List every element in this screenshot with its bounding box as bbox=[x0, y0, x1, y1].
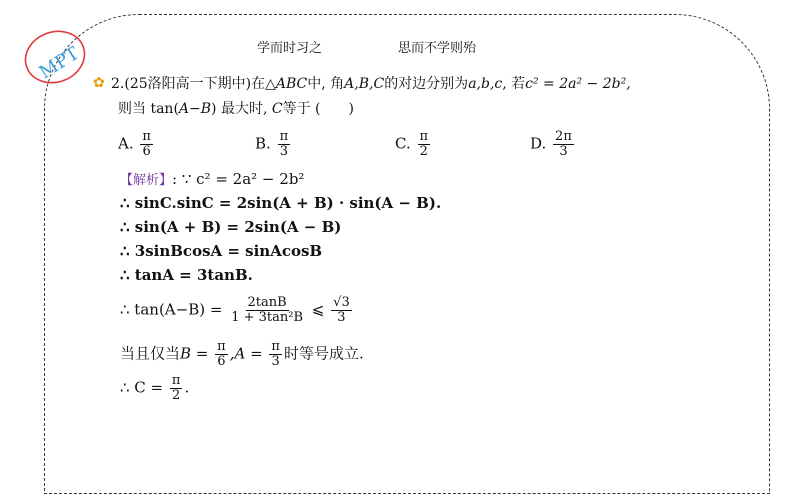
question-line-2: 则当 tan(A−B) 最大时, C等于 ( ) bbox=[118, 101, 354, 117]
flower-icon: ✿ bbox=[93, 75, 105, 91]
solution-line-0: 【解析】: ∵ c² = 2a² − 2b² bbox=[120, 170, 305, 188]
solution-line-4: ∴ tanA = 3tanB. bbox=[120, 266, 253, 284]
solution-tag: 【解析】 bbox=[120, 173, 173, 188]
question-line-1: 2.(25洛阳高一下期中)在△ABC中, 角A,B,C的对边分别为a,b,c, 若c² = 2a² − 2b², bbox=[111, 76, 631, 92]
solution-line-2: ∴ sin(A + B) = 2sin(A − B) bbox=[120, 218, 342, 236]
solution-line-6: 当且仅当B = $\frac{\pi}{6}$ ,A = $\frac{\pi}{3}$ 时等号成立. bbox=[120, 339, 364, 369]
solution-line-1: ∴ sinC.sinC = 2sin(A + B) · sin(A − B). bbox=[120, 194, 442, 212]
option-c[interactable]: C. $\frac{\pi}{2}$ bbox=[395, 129, 429, 159]
solution-line-3: ∴ 3sinBcosA = sinAcosB bbox=[120, 242, 323, 260]
solution-line-7: ∴ C = $\frac{\pi}{2}$ . bbox=[120, 373, 190, 403]
header-right-motto: 思而不学则殆 bbox=[398, 41, 477, 56]
solution-line-5: ∴ tan(A−B) = $\frac{2\tan B}{\text{1 + 3tan²B}}$ ⩽ $\frac{√3}{3}$ bbox=[120, 295, 350, 325]
mpt-stamp-logo bbox=[22, 28, 88, 86]
option-d[interactable]: D. $\frac{2\pi}{3}$ bbox=[530, 129, 572, 159]
option-b[interactable]: B. $\frac{\pi}{3}$ bbox=[255, 129, 289, 159]
question-source: (25洛阳高一下期中) bbox=[124, 76, 252, 92]
option-a[interactable]: A. $\frac{\pi}{6}$ bbox=[118, 129, 151, 159]
question-number: 2. bbox=[111, 76, 125, 92]
header-left-motto: 学而时习之 bbox=[257, 41, 323, 56]
stamp-text: MPT bbox=[35, 43, 83, 84]
